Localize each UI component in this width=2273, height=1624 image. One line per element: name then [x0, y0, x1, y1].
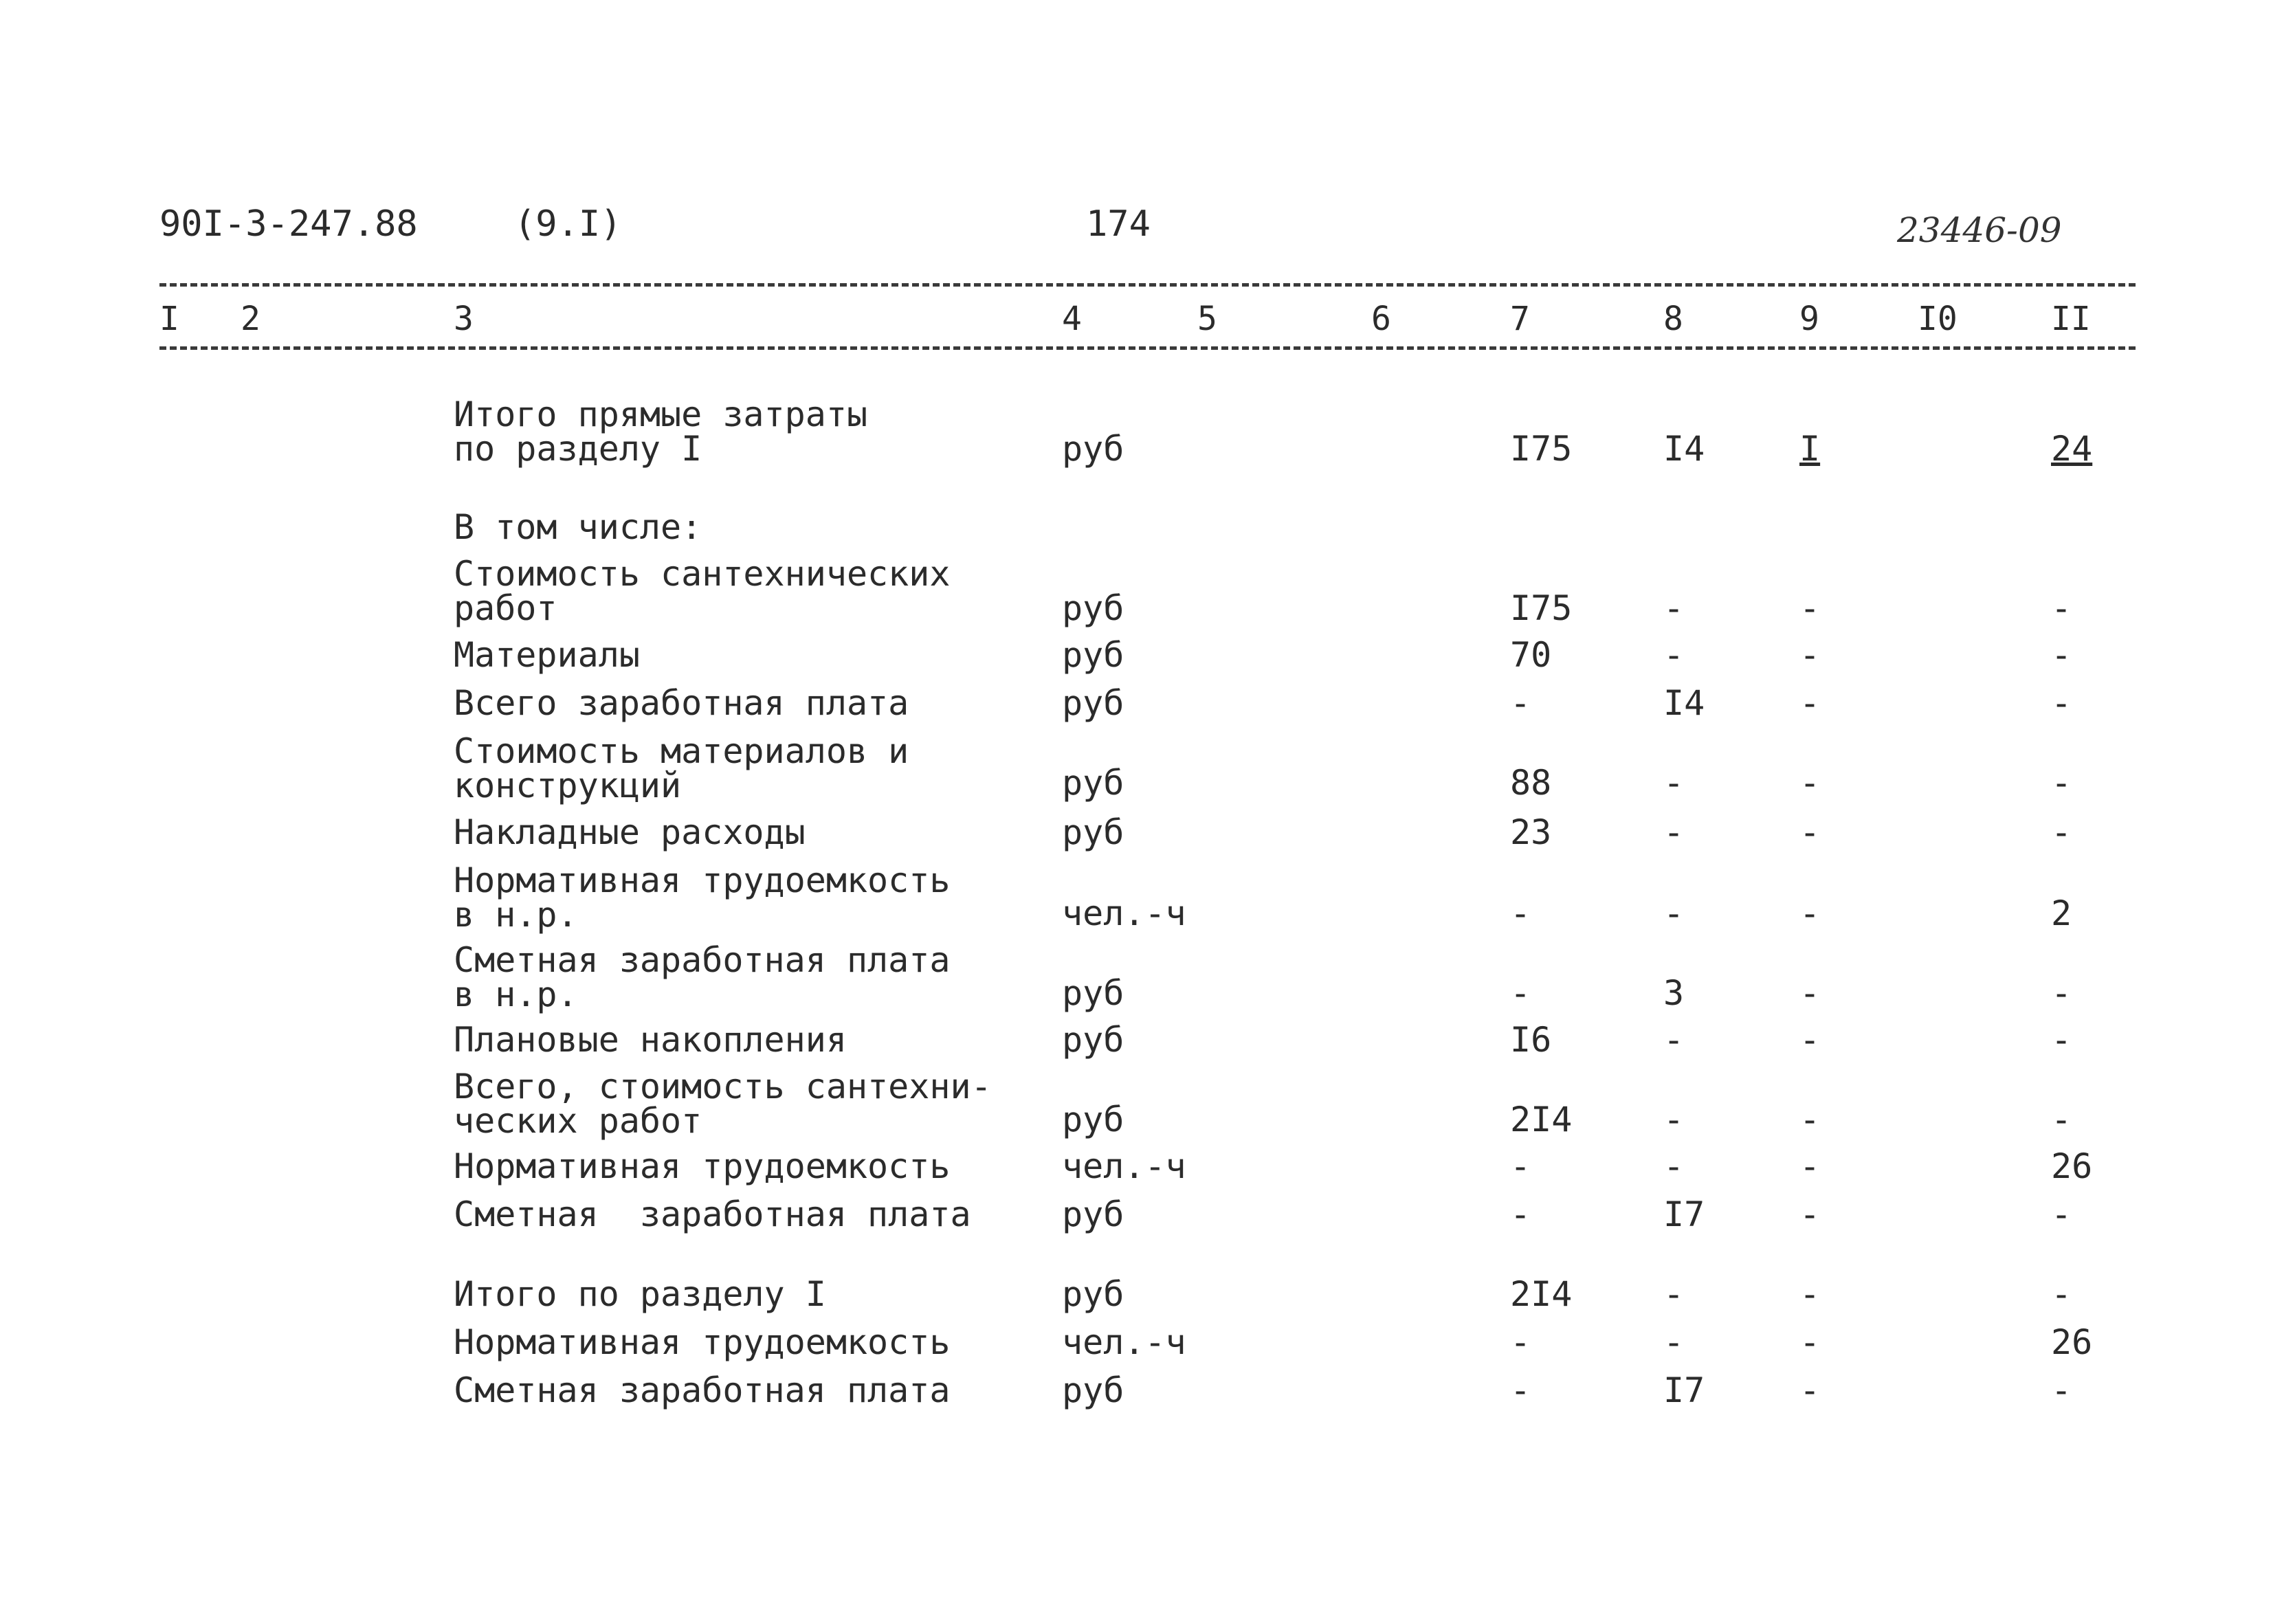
column-header-4: 4 — [1062, 300, 1082, 338]
row-col11: - — [2051, 812, 2072, 852]
row-col11: - — [2051, 1370, 2072, 1410]
row-col9: - — [1799, 1370, 1821, 1410]
row-col11: 26 — [2051, 1146, 2093, 1186]
column-header-2: 2 — [241, 300, 260, 338]
row-label: Сметная заработная плата в н.р. — [454, 940, 951, 1014]
column-header-3: 3 — [454, 300, 474, 338]
row-col11: - — [2051, 683, 2072, 723]
row-col11: 24 — [2051, 429, 2093, 469]
row-col8: - — [1663, 1274, 1685, 1314]
row-col11: - — [2051, 588, 2072, 628]
row-unit: руб — [1062, 588, 1124, 628]
row-col8: - — [1663, 1146, 1685, 1186]
row-unit: руб — [1062, 429, 1124, 469]
row-col8: - — [1663, 588, 1685, 628]
row-label: Всего заработная плата — [454, 683, 909, 723]
row-col7: - — [1510, 893, 1531, 933]
row-label: Нормативная трудоемкость в н.р. — [454, 860, 951, 935]
row-col7: - — [1510, 683, 1531, 723]
row-col7: 88 — [1510, 763, 1552, 803]
row-unit: чел.-ч — [1062, 893, 1186, 933]
stamp-number: 23446-09 — [1897, 210, 2062, 250]
column-header-1: I — [159, 300, 179, 338]
row-col9: - — [1799, 1322, 1821, 1362]
row-col7: - — [1510, 1322, 1531, 1362]
row-col8: - — [1663, 635, 1685, 675]
row-col7: 2I4 — [1510, 1100, 1573, 1139]
row-col7: I6 — [1510, 1020, 1552, 1060]
row-col8: I7 — [1663, 1370, 1705, 1410]
row-col8: - — [1663, 1020, 1685, 1060]
dashed-rule-top — [159, 283, 2136, 287]
row-col7: - — [1510, 1370, 1531, 1410]
row-label: Стоимость материалов и конструкций — [454, 731, 909, 805]
row-col11: 26 — [2051, 1322, 2093, 1362]
row-col8: I4 — [1663, 683, 1705, 723]
row-col8: - — [1663, 1322, 1685, 1362]
row-label: Нормативная трудоемкость — [454, 1322, 951, 1362]
row-label: Всего, стоимость сантехни- ческих работ — [454, 1067, 992, 1141]
row-unit: руб — [1062, 683, 1124, 723]
row-label: Итого прямые затраты по разделу I — [454, 394, 868, 469]
row-col7: - — [1510, 1194, 1531, 1234]
column-header-10: I0 — [1918, 300, 1958, 338]
row-label: Накладные расходы — [454, 812, 806, 852]
row-col9: - — [1799, 1100, 1821, 1139]
row-col7: 2I4 — [1510, 1274, 1573, 1314]
row-label: Нормативная трудоемкость — [454, 1146, 951, 1186]
row-col7: - — [1510, 1146, 1531, 1186]
column-header-5: 5 — [1197, 300, 1217, 338]
row-col9: - — [1799, 1274, 1821, 1314]
row-label: Итого по разделу I — [454, 1274, 826, 1314]
row-col9: - — [1799, 1020, 1821, 1060]
row-label: Сметная заработная плата — [454, 1370, 951, 1410]
row-unit: чел.-ч — [1062, 1146, 1186, 1186]
column-header-7: 7 — [1510, 300, 1530, 338]
row-col7: 23 — [1510, 812, 1552, 852]
column-header-8: 8 — [1663, 300, 1683, 338]
row-label: Материалы — [454, 635, 640, 675]
column-header-6: 6 — [1371, 300, 1391, 338]
column-header-11: II — [2051, 300, 2091, 338]
row-unit: чел.-ч — [1062, 1322, 1186, 1362]
row-unit: руб — [1062, 1194, 1124, 1234]
row-col11: - — [2051, 1020, 2072, 1060]
row-col7: I75 — [1510, 588, 1573, 628]
row-unit: руб — [1062, 1100, 1124, 1139]
row-col11: - — [2051, 973, 2072, 1013]
row-col8: - — [1663, 893, 1685, 933]
row-col8: I7 — [1663, 1194, 1705, 1234]
column-header-9: 9 — [1799, 300, 1819, 338]
row-unit: руб — [1062, 1370, 1124, 1410]
row-unit: руб — [1062, 1274, 1124, 1314]
row-col9: - — [1799, 635, 1821, 675]
row-col11: - — [2051, 1274, 2072, 1314]
row-col11: - — [2051, 763, 2072, 803]
row-unit: руб — [1062, 635, 1124, 675]
row-col9: - — [1799, 973, 1821, 1013]
document-code: 90I-3-247.88 — [159, 203, 418, 245]
row-col8: - — [1663, 812, 1685, 852]
section-number: (9.I) — [514, 203, 622, 245]
row-col9: - — [1799, 683, 1821, 723]
row-col9: I — [1799, 429, 1821, 469]
row-unit: руб — [1062, 973, 1124, 1013]
row-col9: - — [1799, 893, 1821, 933]
row-label: Стоимость сантехнических работ — [454, 554, 951, 628]
row-col8: I4 — [1663, 429, 1705, 469]
row-unit: руб — [1062, 812, 1124, 852]
row-label: Плановые накопления — [454, 1020, 847, 1060]
row-col7: 70 — [1510, 635, 1552, 675]
row-col11: - — [2051, 1100, 2072, 1139]
row-col8: 3 — [1663, 973, 1685, 1013]
row-unit: руб — [1062, 763, 1124, 803]
row-col9: - — [1799, 588, 1821, 628]
row-col8: - — [1663, 1100, 1685, 1139]
row-col7: I75 — [1510, 429, 1573, 469]
row-col8: - — [1663, 763, 1685, 803]
row-col11: - — [2051, 635, 2072, 675]
row-col9: - — [1799, 812, 1821, 852]
row-col9: - — [1799, 1146, 1821, 1186]
row-col11: - — [2051, 1194, 2072, 1234]
row-label: Сметная заработная плата — [454, 1194, 971, 1234]
row-col7: - — [1510, 973, 1531, 1013]
row-unit: руб — [1062, 1020, 1124, 1060]
row-label: В том числе: — [454, 507, 702, 547]
row-col11: 2 — [2051, 893, 2072, 933]
row-col9: - — [1799, 1194, 1821, 1234]
dashed-rule-bottom — [159, 346, 2136, 350]
row-col9: - — [1799, 763, 1821, 803]
page-number: 174 — [1086, 203, 1151, 245]
